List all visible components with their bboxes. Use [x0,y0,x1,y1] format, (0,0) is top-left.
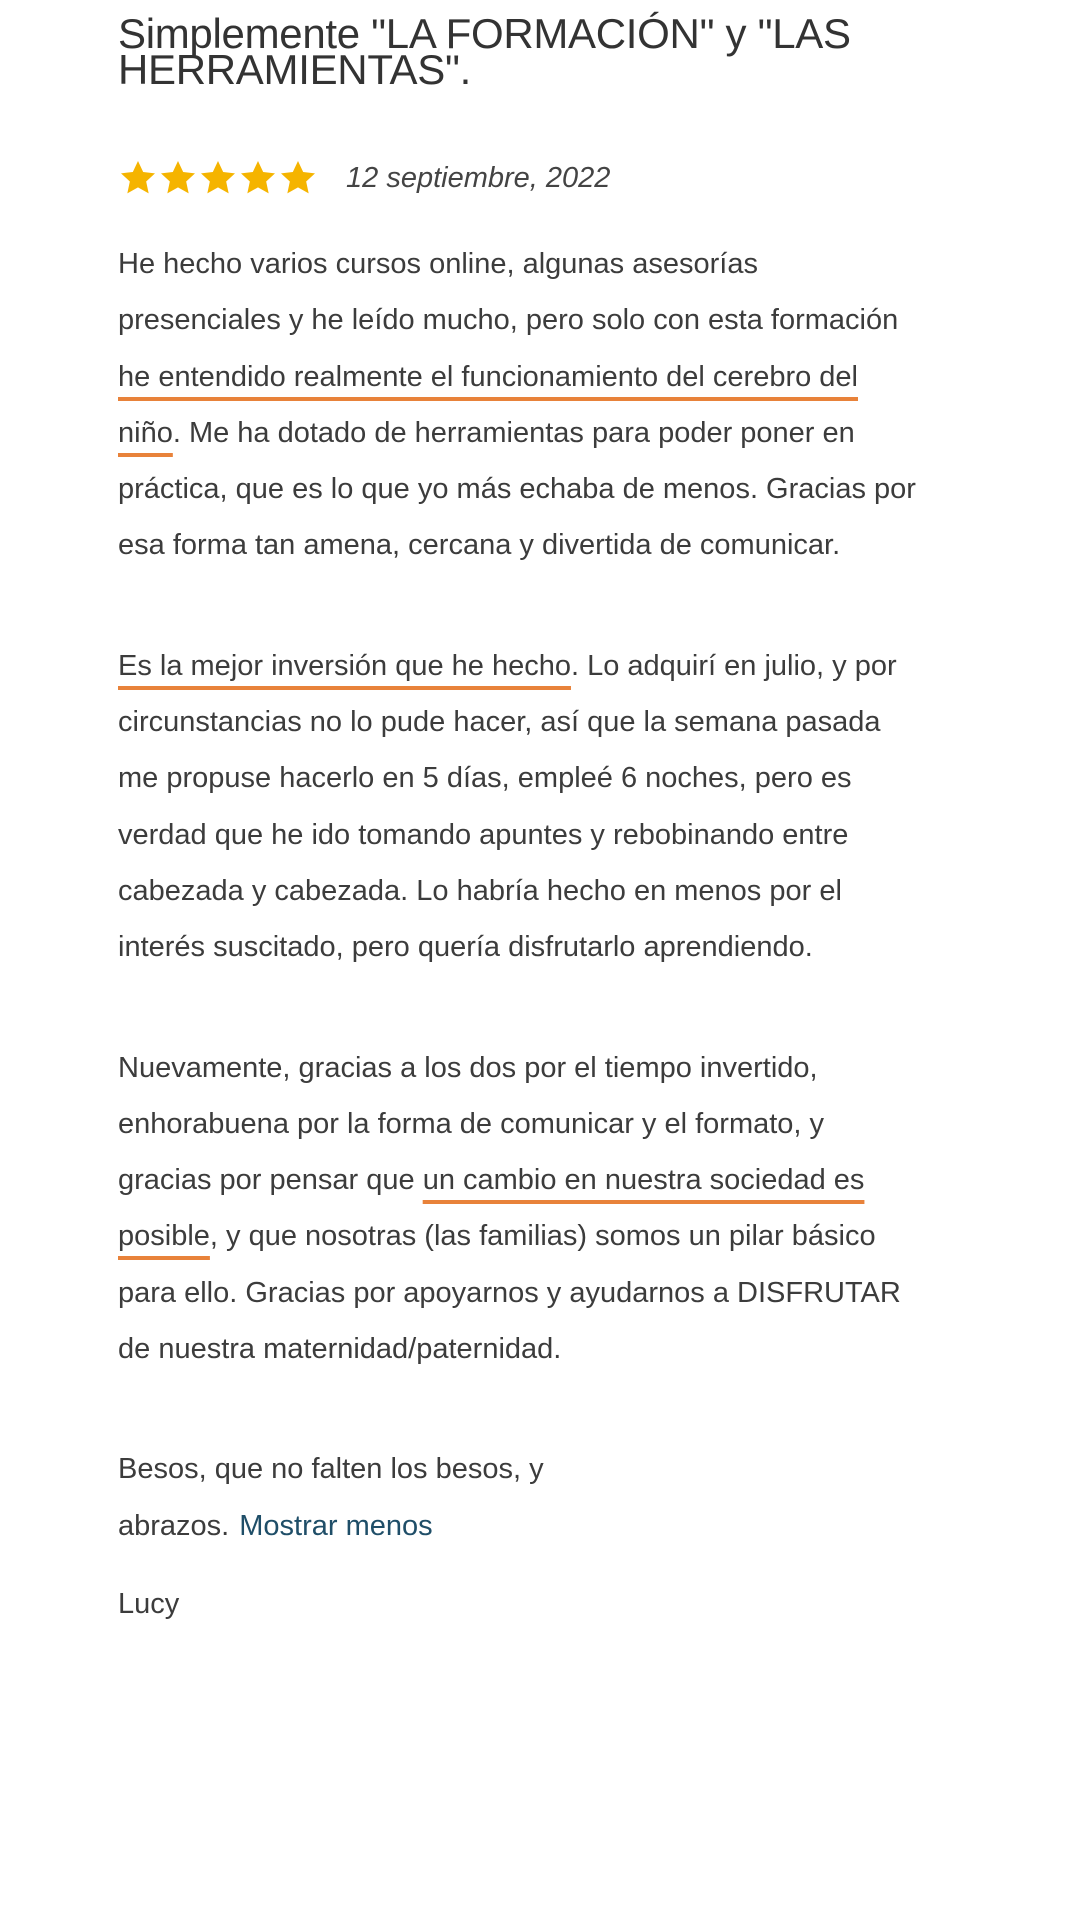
paragraph-text: abrazos. [118,1509,230,1542]
highlighted-text: he entendido realmente el funcionamiento del cerebro del niño [118,360,858,449]
star-icon [238,158,278,198]
review-title: Simplemente "LA FORMACIÓN" y "LAS HERRAMIENTAS". [118,10,851,93]
paragraph-text: Nuevamente, gracias a los dos por el tiempo invertido, enhorabuena por la forma de comunicar y el formato, y gracias por pensar que [118,1051,825,1197]
paragraph-text: . Lo adquirí en julio, y por circunstancias no lo pude hacer, así que la semana pasada me propuse hacerlo en 5 días, empleé 6 noches, pero es verdad que he ido tomando apuntes y rebobinando entre cabezada y cabezada. Lo habría hecho en menos por el interés suscitado, pero quería disfrutarlo aprendiendo. [118,649,897,964]
rating-row [118,158,610,198]
star-icon [278,158,318,198]
show-less-link[interactable]: Mostrar menos [239,1509,433,1542]
star-icon [198,158,238,198]
paragraph-text: . Me ha dotado de herramientas para poder poner en práctica, que es lo que yo más echaba de menos. Gracias por esa forma tan amena, cercana y divertida de comunicar. [118,416,916,562]
highlighted-text: Es la mejor inversión que he hecho [118,649,571,682]
highlighted-text: un cambio en nuestra sociedad es posible [118,1164,865,1253]
star-rating [118,158,318,198]
star-icon [118,158,158,198]
paragraph-text: He hecho varios cursos online, algunas asesorías presenciales y he leído mucho, pero solo con esta formación [118,248,899,337]
review-paragraph-4 [118,1441,918,1554]
review-date: 12 septiembre, 2022 [346,161,611,194]
paragraph-text: Besos, que no falten los besos, y [118,1453,544,1486]
review-paragraph-3 [118,1040,918,1378]
review-author: Lucy [118,1587,180,1620]
star-icon [158,158,198,198]
review-paragraph-2 [118,638,918,976]
review-body [118,236,918,1632]
review-paragraph-1 [118,236,918,574]
paragraph-text: , y que nosotras (las familias) somos un pilar básico para ello. Gracias por apoyarnos y ayudarnos a DISFRUTAR de nuestra maternidad/paternidad. [118,1220,901,1366]
